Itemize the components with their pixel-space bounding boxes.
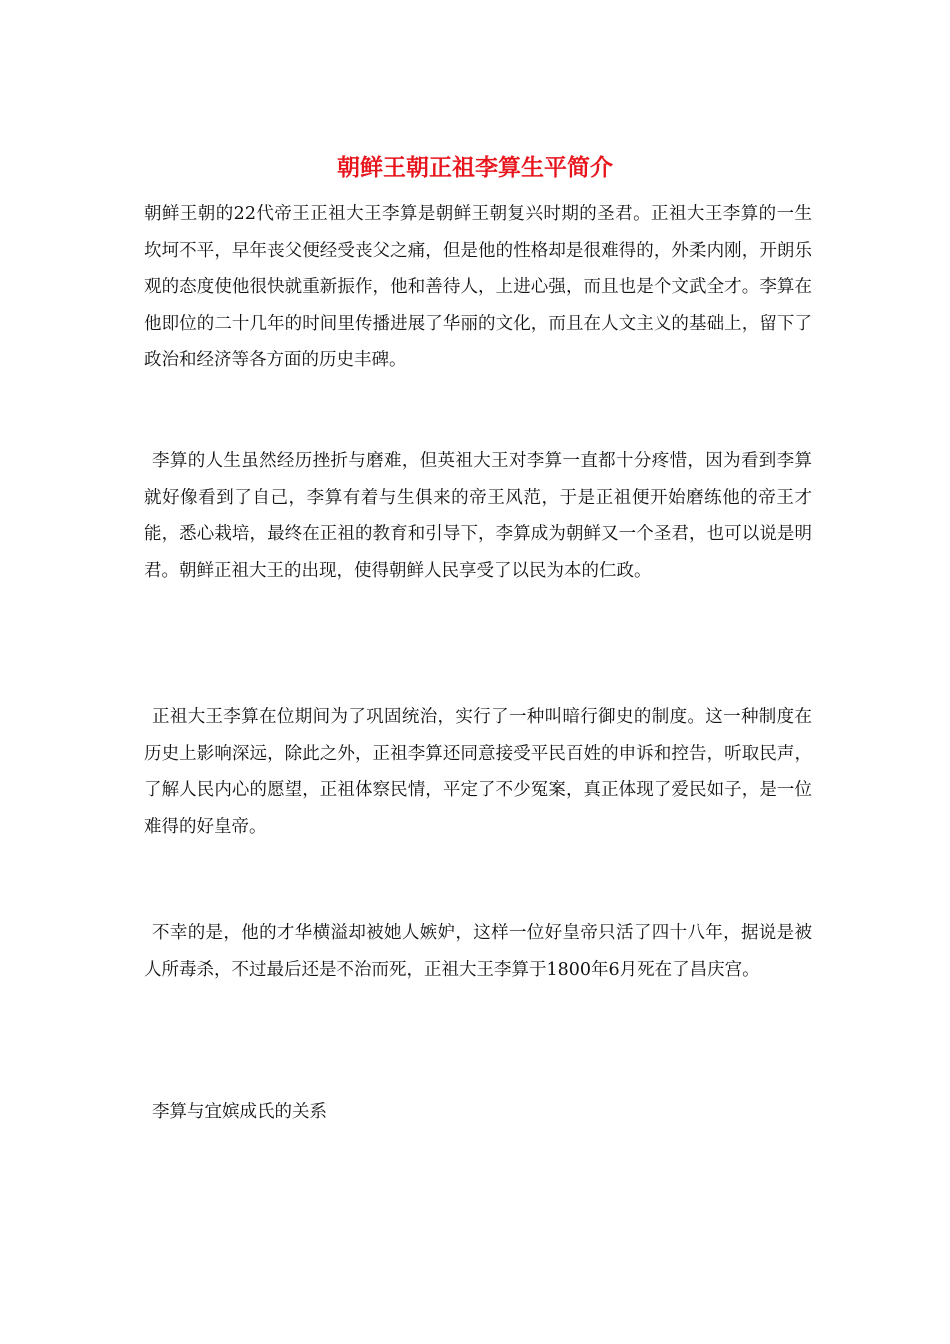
paragraph-2: 李算的人生虽然经历挫折与磨难，但英祖大王对李算一直都十分疼惜，因为看到李算就好像看到了自己，李算有着与生俱来的帝王风范，于是正祖便开始磨练他的帝王才能，悉心栽培，最终在正祖的教育和引导下，李算成为朝鲜又一个圣君，也可以说是明君。朝鲜正祖大王的出现，使得朝鲜人民享受了以民为本的仁政。 xyxy=(144,451,812,581)
document-title: 朝鲜王朝正祖李算生平简介 xyxy=(337,154,613,181)
paragraph-4: 不幸的是，他的才华横溢却被她人嫉妒，这样一位好皇帝只活了四十八年，据说是被人所毒杀，不过最后还是不治而死，正祖大王李算于1800年6月死在了昌庆宫。 xyxy=(144,923,812,980)
paragraph-3: 正祖大王李算在位期间为了巩固统治，实行了一种叫暗行御史的制度。这一种制度在历史上影响深远，除此之外，正祖李算还同意接受平民百姓的申诉和控告，听取民声，了解人民内心的愿望，正祖体察民情，平定了不少冤案，真正体现了爱民如子，是一位难得的好皇帝。 xyxy=(144,707,812,837)
section-heading: 李算与宜嫔成氏的关系 xyxy=(152,1102,327,1122)
paragraph-1: 朝鲜王朝的22代帝王正祖大王李算是朝鲜王朝复兴时期的圣君。正祖大王李算的一生坎坷不平，早年丧父便经受丧父之痛，但是他的性格却是很难得的，外柔内刚，开朗乐观的态度使他很快就重新振作，他和善待人，上进心强，而且也是个文武全才。李算在他即位的二十几年的时间里传播进展了华丽的文化，而且在人文主义的基础上，留下了政治和经济等各方面的历史丰碑。 xyxy=(144,204,812,370)
